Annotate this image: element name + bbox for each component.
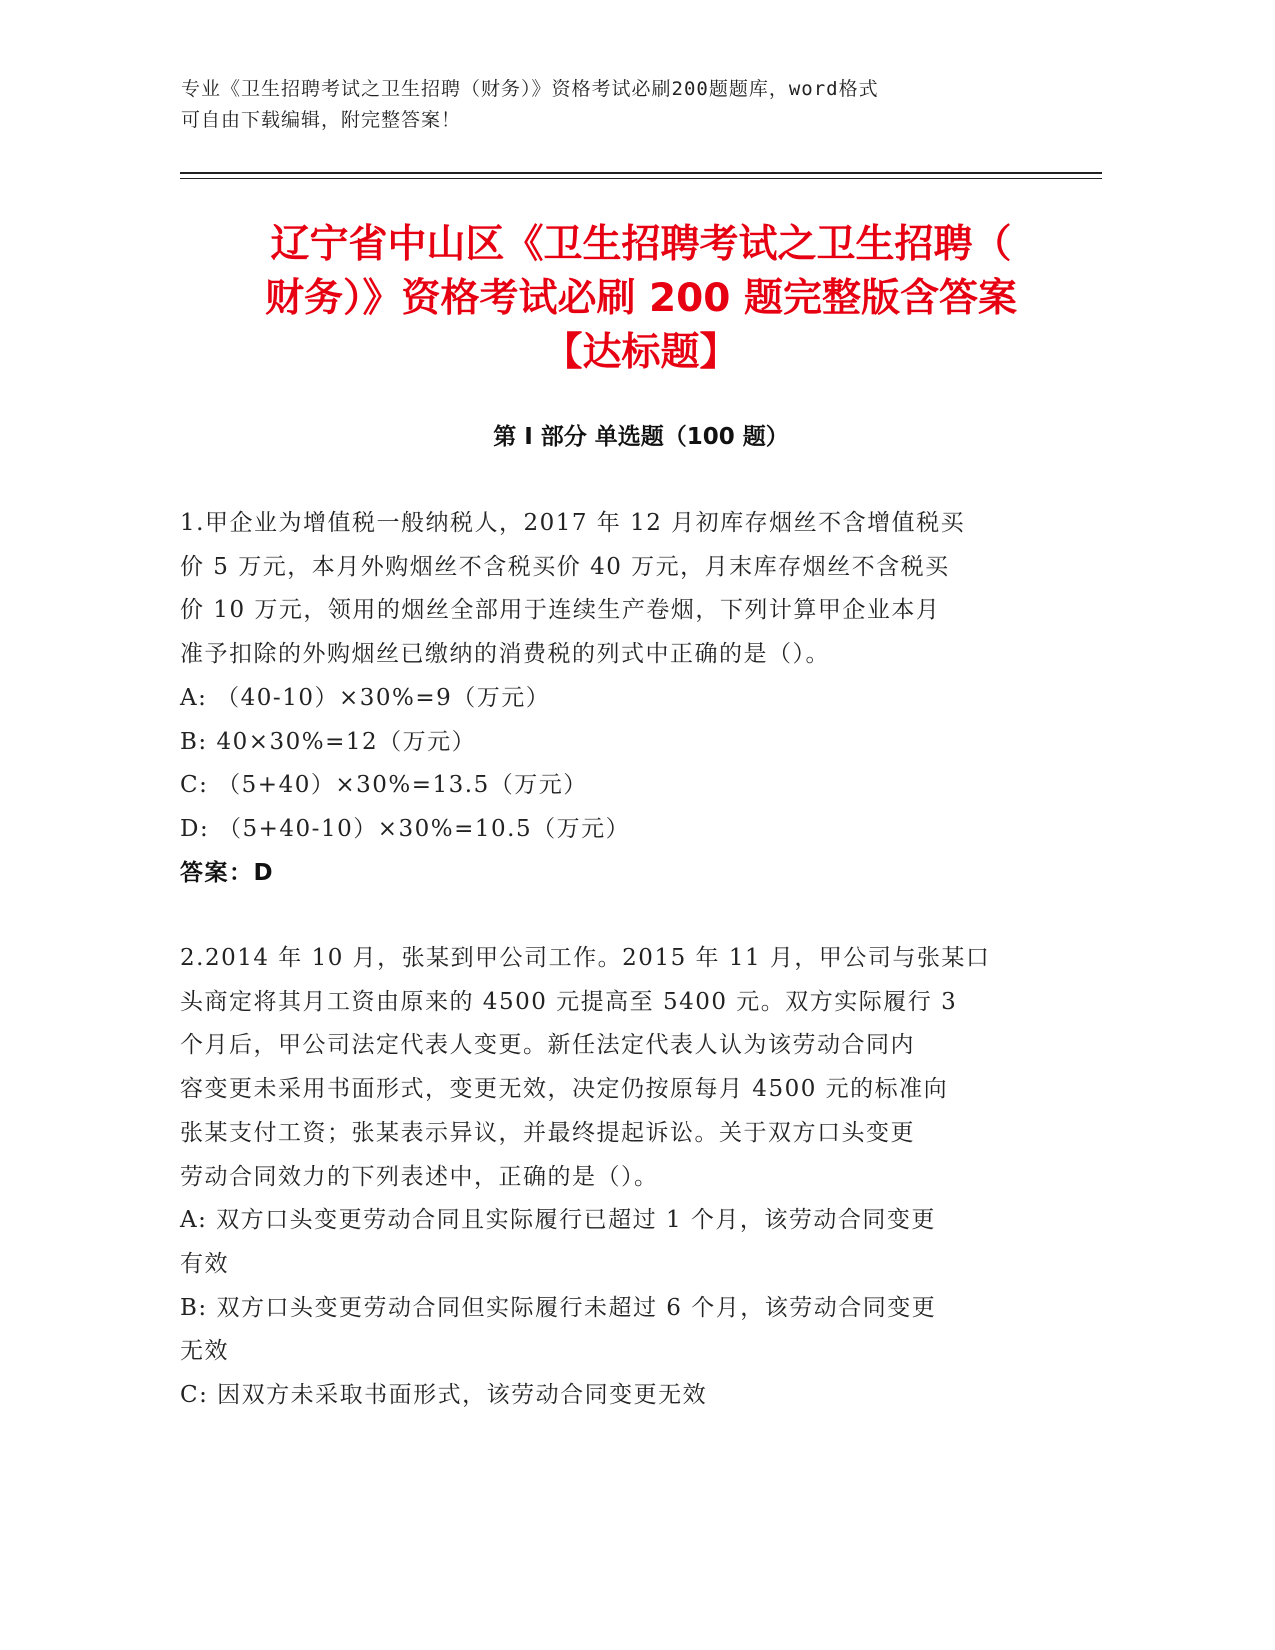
question-stem-line: 1.甲企业为增值税一般纳税人，2017 年 12 月初库存烟丝不含增值税买 [180,510,966,536]
question-stem-line: 容变更未采用书面形式，变更无效，决定仍按原每月 4500 元的标准向 [180,1076,949,1103]
document-title [180,218,1102,380]
option-b: B: 40×30%=12（万元） [180,728,477,755]
document-title-line: 财务）》资格考试必刷 200 题完整版含答案 [264,276,1018,321]
option-b: B: 双方口头变更劳动合同但实际履行未超过 6 个月，该劳动合同变更 [180,1294,937,1321]
option-a-continued: 有效 [180,1250,229,1277]
option-a: A: 双方口头变更劳动合同且实际履行已超过 1 个月，该劳动合同变更 [180,1207,936,1234]
question-stem-line: 个月后，甲公司法定代表人变更。新任法定代表人认为该劳动合同内 [180,1032,915,1059]
header-divider-thin [180,178,1102,179]
header-note [181,74,1031,136]
question-2 [180,937,1030,1418]
option-c: C: （5+40）×30%=13.5（万元） [180,772,588,799]
question-stem-line: 准予扣除的外购烟丝已缴纳的消费税的列式中正确的是（）。 [180,641,830,668]
answer-label: 答案：D [180,859,275,886]
header-divider-thick [180,172,1102,174]
question-stem-line: 价 10 万元，领用的烟丝全部用于连续生产卷烟，下列计算甲企业本月 [180,597,941,624]
question-stem-line: 价 5 万元，本月外购烟丝不含税买价 40 万元，月末库存烟丝不含税买 [180,553,950,580]
option-d: D: （5+40-10）×30%=10.5（万元） [180,815,631,842]
document-title-line: 辽宁省中山区《卫生招聘考试之卫生招聘（ [270,222,1012,267]
question-1 [180,502,1030,895]
option-c: C: 因双方未采取书面形式，该劳动合同变更无效 [180,1382,708,1409]
question-stem-line: 劳动合同效力的下列表述中，正确的是（）。 [180,1163,659,1190]
question-stem-line: 头商定将其月工资由原来的 4500 元提高至 5400 元。双方实际履行 3 [180,988,958,1015]
question-stem-line: 张某支付工资；张某表示异议，并最终提起诉讼。关于双方口头变更 [180,1119,915,1146]
document-title-line: 【达标题】 [543,330,739,375]
header-note-line: 可自由下载编辑，附完整答案！ [181,109,462,131]
section-heading: 第 I 部分 单选题（100 题） [493,424,789,450]
question-stem-line: 2.2014 年 10 月，张某到甲公司工作。2015 年 11 月，甲公司与张某口 [180,945,991,971]
option-a: A: （40-10）×30%=9（万元） [180,684,551,711]
header-note-line: 专业《卫生招聘考试之卫生招聘（财务）》资格考试必刷200题题库，word格式 [181,78,879,100]
option-b-continued: 无效 [180,1338,229,1365]
